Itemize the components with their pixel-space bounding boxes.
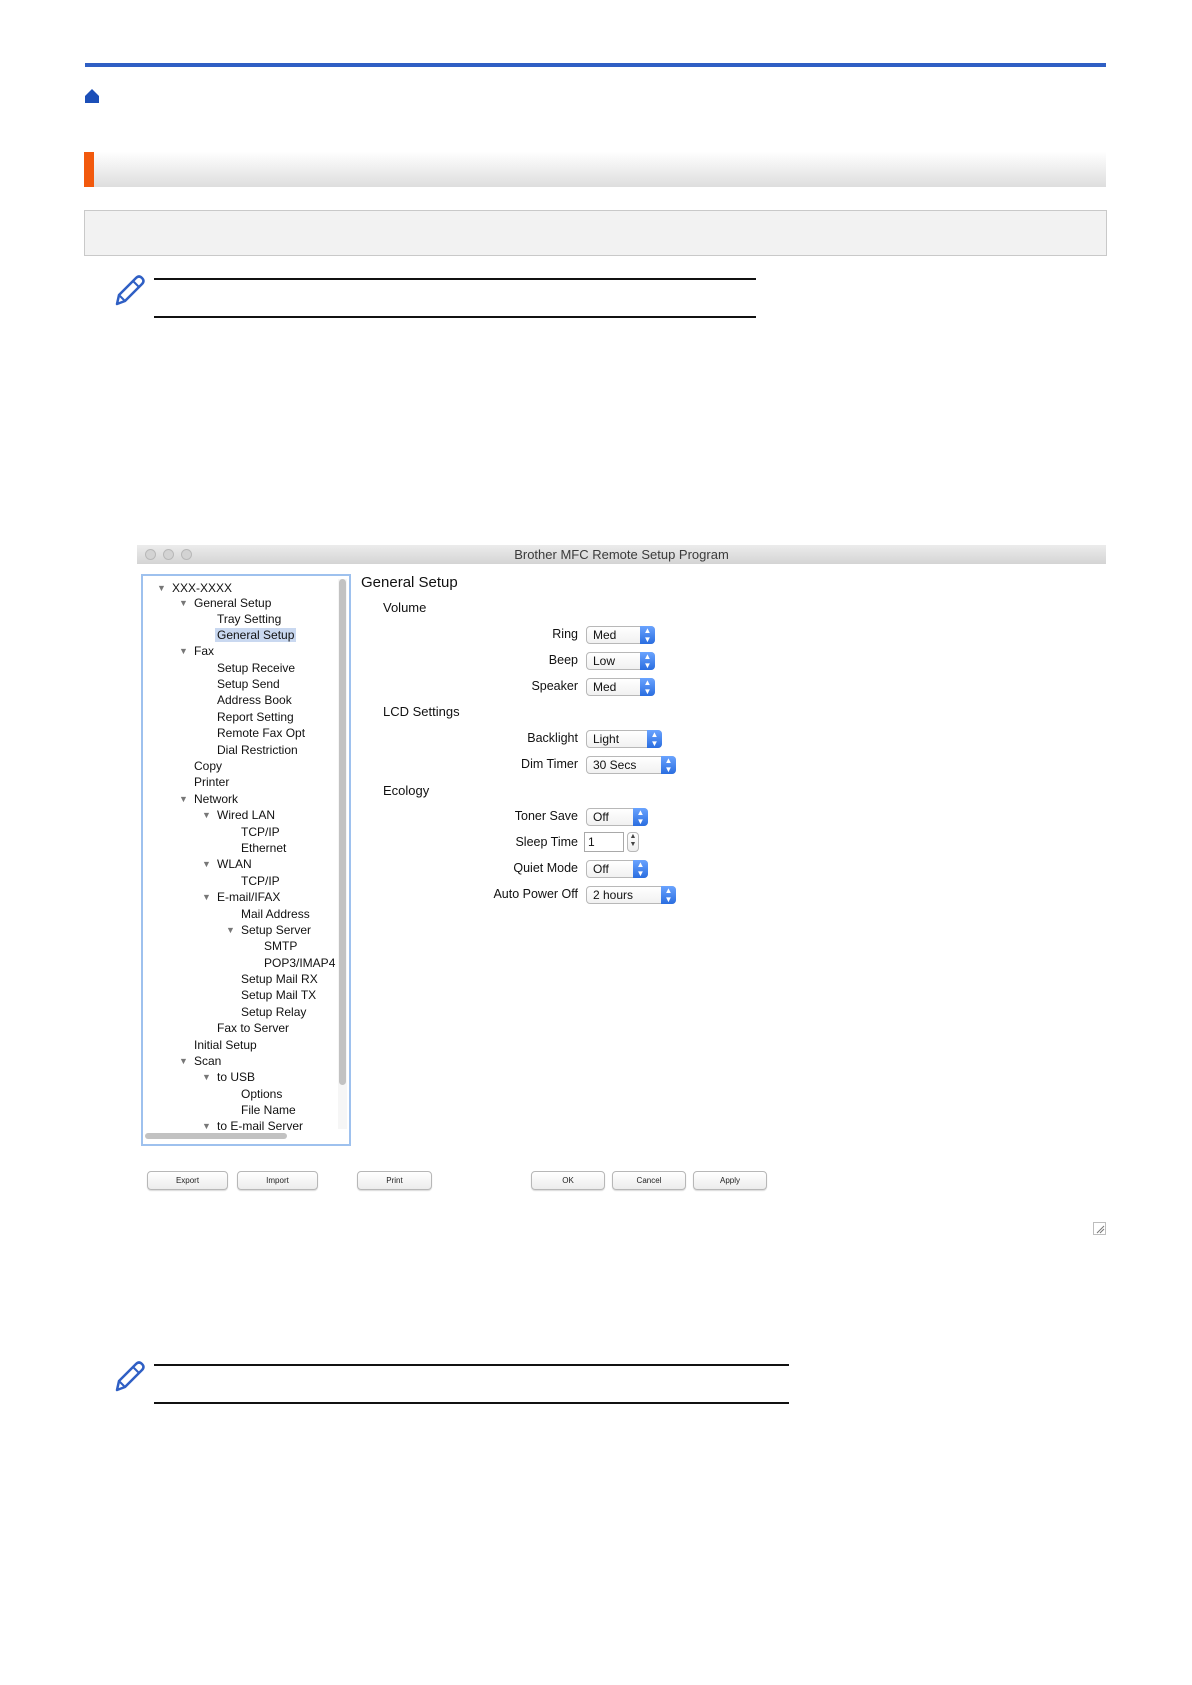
info-box bbox=[84, 210, 1107, 256]
apply-button[interactable]: Apply bbox=[693, 1171, 767, 1190]
beep-label: Beep bbox=[548, 653, 578, 667]
ok-button[interactable]: OK bbox=[531, 1171, 605, 1190]
tree-horizontal-scrollbar[interactable] bbox=[145, 1132, 337, 1140]
auto-power-off-label: Auto Power Off bbox=[493, 887, 578, 901]
window-title: Brother MFC Remote Setup Program bbox=[514, 547, 729, 562]
expand-triangle-icon[interactable]: ▼ bbox=[202, 810, 211, 820]
expand-triangle-icon[interactable]: ▼ bbox=[179, 794, 188, 804]
sleep-time-label: Sleep Time bbox=[515, 835, 578, 849]
scroll-thumb[interactable] bbox=[339, 579, 346, 1085]
backlight-select[interactable]: Light ▲ ▼ bbox=[586, 730, 662, 748]
tree-item-to-email-server[interactable]: ▼ to E-mail Server bbox=[202, 1119, 304, 1133]
toner-save-label: Toner Save bbox=[514, 809, 578, 823]
tree-item-setup-relay[interactable]: Setup Relay bbox=[241, 1005, 307, 1019]
dim-timer-select[interactable]: 30 Secs ▲ ▼ bbox=[586, 756, 676, 774]
auto-power-off-select[interactable]: 2 hours ▲ ▼ bbox=[586, 886, 676, 904]
tree-item-tcpip-wired[interactable]: TCP/IP bbox=[241, 825, 280, 839]
select-arrows-icon: ▲ ▼ bbox=[640, 678, 655, 696]
beep-select[interactable]: Low ▲ ▼ bbox=[586, 652, 655, 670]
tree-item-setup-send[interactable]: Setup Send bbox=[217, 677, 280, 691]
select-arrows-icon: ▲ ▼ bbox=[661, 886, 676, 904]
speaker-select[interactable]: Med ▲ ▼ bbox=[586, 678, 655, 696]
tree-item-dial-restriction[interactable]: Dial Restriction bbox=[217, 743, 298, 757]
expand-triangle-icon[interactable]: ▼ bbox=[202, 859, 211, 869]
tree-item-scan[interactable]: ▼ Scan bbox=[179, 1054, 222, 1068]
scroll-thumb[interactable] bbox=[145, 1133, 287, 1139]
expand-triangle-icon[interactable]: ▼ bbox=[179, 1056, 188, 1066]
tree-item-ethernet[interactable]: Ethernet bbox=[241, 841, 287, 855]
ring-select[interactable]: Med ▲ ▼ bbox=[586, 626, 655, 644]
print-button[interactable]: Print bbox=[357, 1171, 432, 1190]
quiet-mode-select[interactable]: Off ▲ ▼ bbox=[586, 860, 648, 878]
tree-item-initial-setup[interactable]: Initial Setup bbox=[194, 1038, 257, 1052]
tree-item-to-usb[interactable]: ▼ to USB bbox=[202, 1070, 256, 1084]
tree-item-mail-address[interactable]: Mail Address bbox=[241, 907, 310, 921]
tree-item-options[interactable]: Options bbox=[241, 1087, 283, 1101]
ecology-group-label: Ecology bbox=[383, 783, 430, 798]
note-top-rule bbox=[154, 1364, 789, 1366]
lcd-settings-group-label: LCD Settings bbox=[383, 704, 460, 719]
expand-triangle-icon[interactable]: ▼ bbox=[226, 925, 235, 935]
tree-item-general-setup[interactable]: ▼ General Setup bbox=[179, 596, 272, 610]
window-titlebar[interactable] bbox=[137, 545, 1106, 565]
note-pencil-icon bbox=[108, 1356, 148, 1396]
ring-label: Ring bbox=[552, 627, 578, 641]
backlight-label: Backlight bbox=[527, 731, 578, 745]
tree-vertical-scrollbar[interactable] bbox=[338, 579, 347, 1129]
select-arrows-icon: ▲ ▼ bbox=[633, 808, 648, 826]
tree-item-pop3-imap4[interactable]: POP3/IMAP4 bbox=[264, 956, 336, 970]
settings-heading: General Setup bbox=[361, 574, 458, 591]
expand-triangle-icon[interactable]: ▼ bbox=[202, 892, 211, 902]
select-arrows-icon: ▲ ▼ bbox=[640, 626, 655, 644]
tree-item-root[interactable]: ▼ XXX-XXXX bbox=[157, 581, 233, 595]
tree-item-fax-to-server[interactable]: Fax to Server bbox=[217, 1021, 290, 1035]
note-top-rule bbox=[154, 278, 756, 280]
tree-item-tcpip-wlan[interactable]: TCP/IP bbox=[241, 874, 280, 888]
tree-item-report-setting[interactable]: Report Setting bbox=[217, 710, 294, 724]
section-title-bar bbox=[84, 152, 1106, 187]
expand-triangle-icon[interactable]: ▼ bbox=[202, 1121, 211, 1131]
tree-item-wlan[interactable]: ▼ WLAN bbox=[202, 857, 252, 871]
section-accent bbox=[84, 152, 94, 187]
select-arrows-icon: ▲ ▼ bbox=[647, 730, 662, 748]
stepper-up-icon[interactable]: ▲ bbox=[629, 833, 637, 840]
toner-save-select[interactable]: Off ▲ ▼ bbox=[586, 808, 648, 826]
cancel-button[interactable]: Cancel bbox=[612, 1171, 686, 1190]
tree-item-fax[interactable]: ▼ Fax bbox=[179, 644, 215, 658]
expand-triangle-icon[interactable]: ▼ bbox=[179, 646, 188, 656]
tree-item-setup-server[interactable]: ▼ Setup Server bbox=[226, 923, 312, 937]
sleep-time-stepper[interactable] bbox=[627, 832, 639, 852]
expand-triangle-icon[interactable]: ▼ bbox=[202, 1072, 211, 1082]
sleep-time-input[interactable]: 1 bbox=[584, 832, 624, 852]
top-rule bbox=[85, 63, 1106, 67]
note-bottom-rule bbox=[154, 1402, 789, 1404]
tree-item-general-setup-selected[interactable]: General Setup bbox=[217, 628, 295, 642]
import-button[interactable]: Import bbox=[237, 1171, 318, 1190]
speaker-label: Speaker bbox=[531, 679, 578, 693]
tree-item-setup-receive[interactable]: Setup Receive bbox=[217, 661, 296, 675]
tree-item-setup-mail-rx[interactable]: Setup Mail RX bbox=[241, 972, 318, 986]
stepper-down-icon[interactable]: ▼ bbox=[629, 841, 637, 848]
tree-item-tray-setting[interactable]: Tray Setting bbox=[217, 612, 282, 626]
dim-timer-label: Dim Timer bbox=[521, 757, 578, 771]
expand-triangle-icon[interactable]: ▼ bbox=[157, 583, 166, 593]
note-bottom-rule bbox=[154, 316, 756, 318]
tree-item-wired-lan[interactable]: ▼ Wired LAN bbox=[202, 808, 276, 822]
tree-item-remote-fax-opt[interactable]: Remote Fax Opt bbox=[217, 726, 306, 740]
quiet-mode-label: Quiet Mode bbox=[513, 861, 578, 875]
tree-item-copy[interactable]: Copy bbox=[194, 759, 223, 773]
home-icon[interactable] bbox=[84, 88, 100, 104]
select-arrows-icon: ▲ ▼ bbox=[633, 860, 648, 878]
settings-tree[interactable] bbox=[141, 574, 351, 1146]
tree-item-smtp[interactable]: SMTP bbox=[264, 939, 298, 953]
tree-item-file-name[interactable]: File Name bbox=[241, 1103, 296, 1117]
resize-grip-icon[interactable] bbox=[1093, 1222, 1106, 1235]
select-arrows-icon: ▲ ▼ bbox=[661, 756, 676, 774]
note-pencil-icon bbox=[108, 270, 148, 310]
tree-item-email-ifax[interactable]: ▼ E-mail/IFAX bbox=[202, 890, 281, 904]
select-arrows-icon: ▲ ▼ bbox=[640, 652, 655, 670]
volume-group-label: Volume bbox=[383, 600, 427, 615]
expand-triangle-icon[interactable]: ▼ bbox=[179, 598, 188, 608]
tree-item-printer[interactable]: Printer bbox=[194, 775, 230, 789]
tree-item-setup-mail-tx[interactable]: Setup Mail TX bbox=[241, 988, 317, 1002]
tree-item-network[interactable]: ▼ Network bbox=[179, 792, 239, 806]
export-button[interactable]: Export bbox=[147, 1171, 228, 1190]
tree-item-address-book[interactable]: Address Book bbox=[217, 693, 292, 707]
